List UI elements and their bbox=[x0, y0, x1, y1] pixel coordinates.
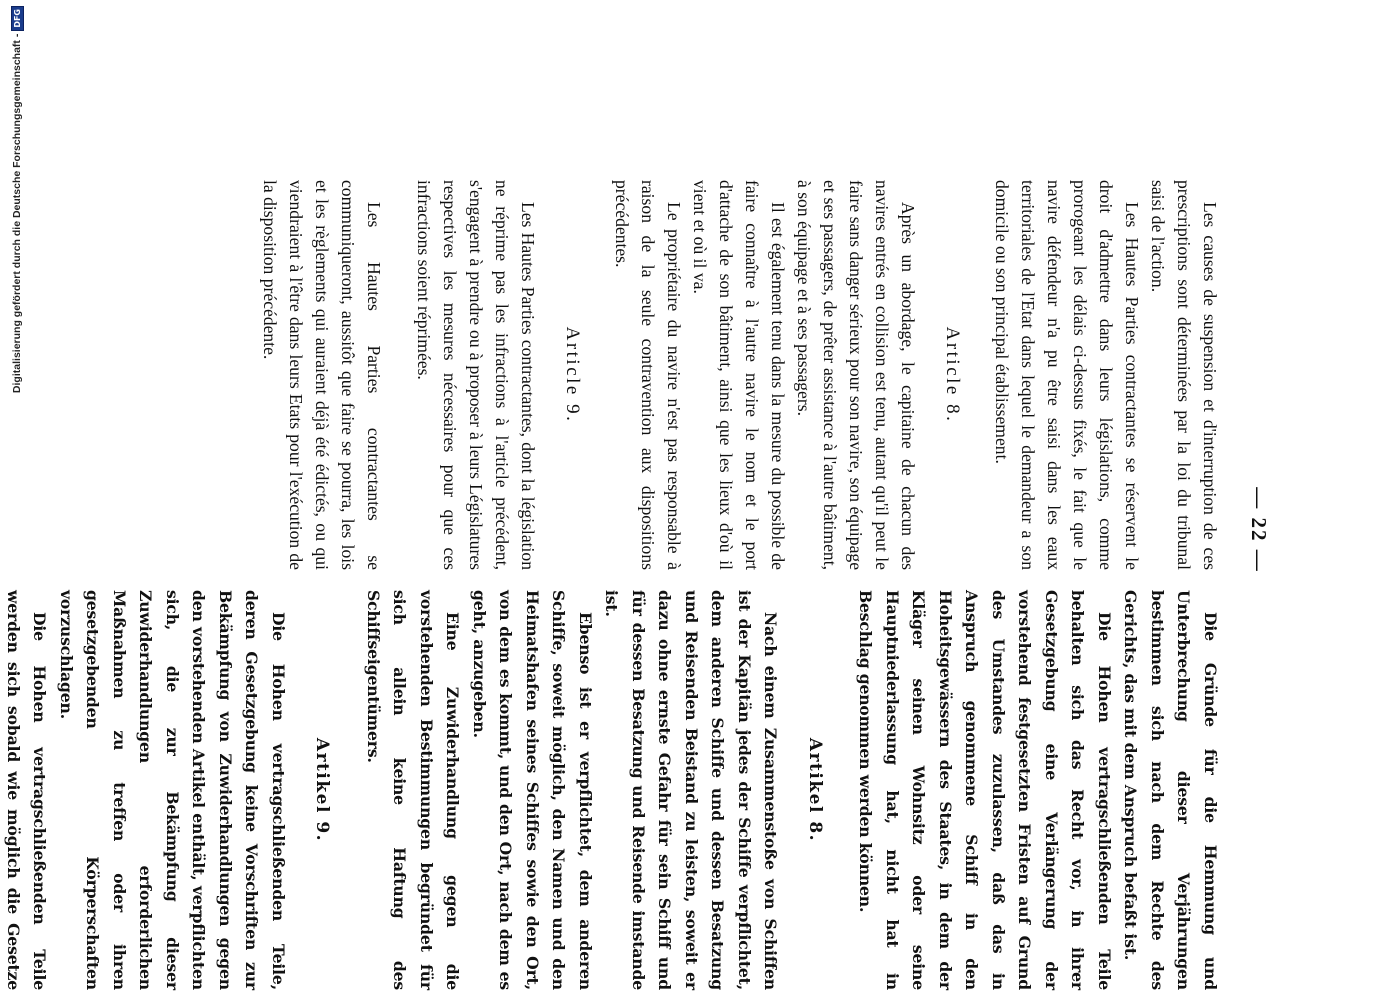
german-paragraph: Nach einem Zusammenstoße von Schiffen ist der Kapitän jedes der Schiffe verpflichtet, dem anderen Schiffe und dessen Besatzung und Reisenden Beistand zu leisten, soweit er dazu ohne ernste Gefahr für sein Schiff und für dessen Besatzung und Reisende imstande ist. bbox=[602, 590, 781, 990]
german-article-9-heading: Artikel 9. bbox=[312, 737, 333, 843]
german-paragraph: Die Gründe für die Hemmung und Unterbrechung dieser Verjährungen bestimmen sich nach dem Rechte des Gerichts, das mit dem Anspruch befaßt ist. bbox=[1121, 590, 1220, 990]
french-article-8-heading: Article 8. bbox=[942, 326, 963, 424]
paragraph-gap bbox=[387, 180, 411, 570]
french-paragraph: Les causes de suspension et d'interruption de ces prescriptions sont déterminées par la loi du tribunal saisi de l'action. bbox=[1148, 180, 1220, 570]
german-paragraph: Die Hohen vertragschließenden Teile werden sich sobald wie möglich die Gesetze bbox=[4, 590, 50, 990]
page-number: — 22 — bbox=[1247, 487, 1271, 573]
dfg-logo: DFG bbox=[11, 6, 24, 31]
german-paragraph: Eine Zuwiderhandlung gegen die vorstehenden Bestimmungen begründet für sich allein keine Haftung des Schiffseigentümers. bbox=[364, 590, 463, 990]
french-article-9-heading: Article 9. bbox=[562, 326, 583, 424]
french-column bbox=[257, 180, 1223, 570]
french-paragraph: Les Hautes Parties contractantes se communiqueront, aussitôt que faire se pourra, les lois et les règlements qui auraient déjà été édictés, ou qui viendraient à l'être dans leurs Etats pour l'exécution de la disposition précédente. bbox=[260, 180, 384, 570]
german-paragraph: Die Hohen vertragschließenden Teile behalten sich das Recht vor, in ihrer Gesetzgebung eine Verlängerung der vorstehend festgesetzten Fristen auf Grund des Umstandes zuzulassen, daß das in Anspruch genommene Schiff in den Hoheitsgewässern des Staates, in dem der Kläger seinen Wohnsitz oder seine Hauptniederlassung hat, nicht hat in Beschlag genommen werden können. bbox=[856, 590, 1114, 990]
french-paragraph: Après un abordage, le capitaine de chacun des navires entrés en collision est tenu, autant qu'il peut le faire sans danger sérieux pour son navire, son équipage et ses passagers, de prêter assistance à l'autre bâtiment, à son équipage et à ses passagers. bbox=[794, 180, 918, 570]
french-paragraph: Le propriétaire du navire n'est pas responsable à raison de la seule contravention aux dispositions précédentes. bbox=[612, 180, 684, 570]
german-paragraph: Ebenso ist er verpflichtet, dem anderen Schiffe, soweit möglich, den Namen und den Heimatshafen seines Schiffes sowie den Ort, von dem es kommt, und den Ort, nach dem es geht, anzugeben. bbox=[470, 590, 595, 990]
german-article-8-heading: Artikel 8. bbox=[805, 737, 825, 843]
german-column bbox=[0, 590, 1223, 990]
french-paragraph: Les Hautes Parties contractantes, dont la législation ne réprime pas les infractions à l'article précédent, s'engagent à prendre ou à proposer à leurs Législatures respectives les mesures nécessaires pour que ces infractions soient réprimées. bbox=[414, 180, 538, 570]
digitization-text: Digitalisierung gefördert durch die Deutsche Forschungsgemeinschaft - bbox=[11, 33, 23, 394]
digitization-note bbox=[2, 0, 32, 1000]
digitization-note-wrapper bbox=[0, 0, 30, 1000]
french-paragraph: Il est également tenu dans la mesure du possible de faire connaître à l'autre navire le nom et le port d'attache de son bâtiment, ainsi que les lieux d'où il vient et où il va. bbox=[690, 180, 788, 570]
german-paragraph: Die Hohen vertragschließenden Teile, deren Gesetzgebung keine Vorschriften zur Bekämpfung von Zuwiderhandlungen gegen den vorstehenden Artikel enthält, verpflichten sich, die zur Bekämpfung dieser Zuwiderhandlungen erforderlichen Maßnahmen zu treffen oder ihren gesetzgebenden Körperschaften vorzuschlagen. bbox=[57, 590, 288, 990]
french-paragraph: Les Hautes Parties contractantes se réservent le droit d'admettre dans leurs législations, comme prorogeant les délais ci-dessus fixés, le fait que le navire défendeur n'a pu être saisi dans les eaux territoriales de l'Etat dans lequel le demandeur a son domicile ou son principal établissement. bbox=[992, 180, 1142, 570]
